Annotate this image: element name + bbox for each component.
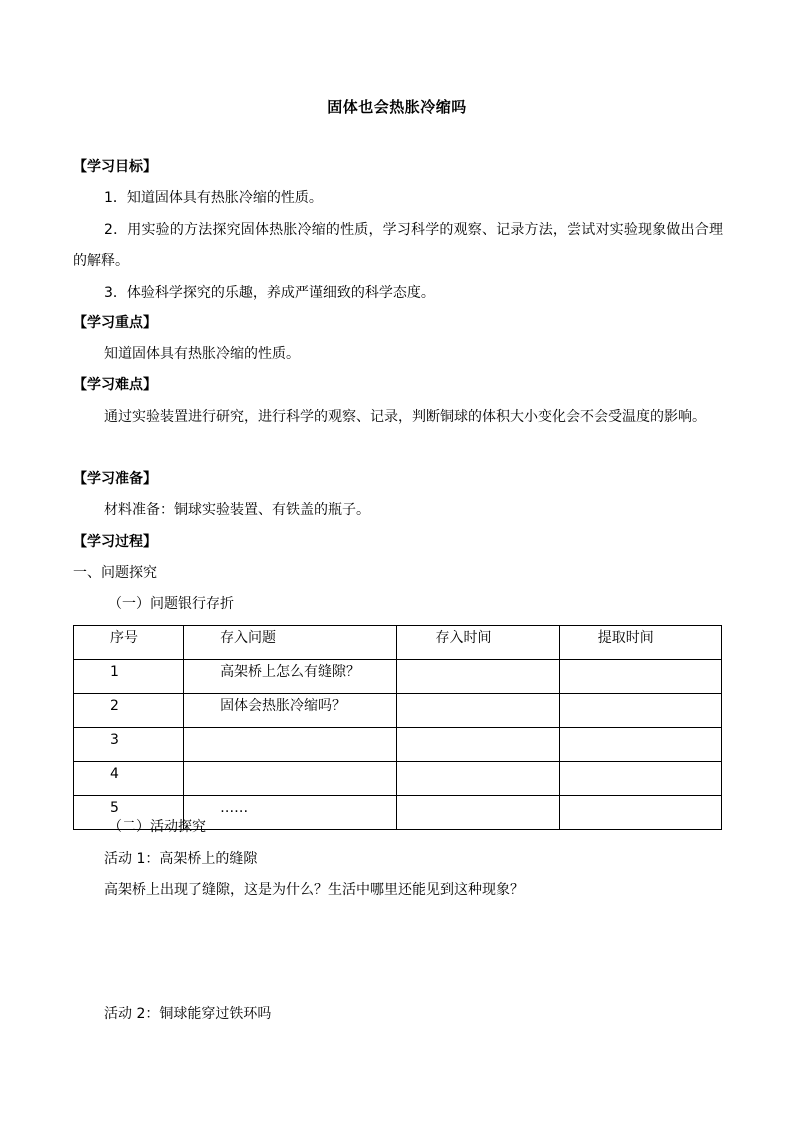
table-cell [559,728,721,762]
table-cell [184,728,397,762]
part1-heading: 一、问题探究 [73,565,157,581]
sub2-heading: （二）活动探究 [108,819,206,835]
table-cell: …… [184,796,397,830]
table-cell [397,728,559,762]
table-cell: 5 [74,796,184,830]
question-bank-table [73,625,722,830]
table-row [74,728,722,762]
prep-text: 材料准备：铜球实验装置、有铁盖的瓶子。 [104,502,370,518]
table-cell [397,694,559,728]
table-cell [559,694,721,728]
table-cell [397,660,559,694]
table-cell [397,796,559,830]
difficulty-heading: 【学习难点】 [73,377,157,393]
key-heading: 【学习重点】 [73,315,157,331]
goals-heading: 【学习目标】 [73,159,157,175]
table-row [74,660,722,694]
table-cell: 4 [74,762,184,796]
document-title: 固体也会热胀冷缩吗 [327,98,467,116]
table-header-row [74,626,722,660]
goal-item-2: 2．用实验的方法探究固体热胀冷缩的性质，学习科学的观察、记录方法，尝试对实验现象做出合理的解释。 [73,222,723,269]
table-cell: 3 [74,728,184,762]
table-cell: 2 [74,694,184,728]
prep-heading: 【学习准备】 [73,471,157,487]
goal-item-1: 1．知道固体具有热胀冷缩的性质。 [104,190,323,206]
sub1-heading: （一）问题银行存折 [108,596,234,612]
table-header-cell: 存入问题 [184,626,397,660]
table-cell [184,762,397,796]
table-header-cell: 存入时间 [397,626,559,660]
table-header-cell: 序号 [74,626,184,660]
table-cell [559,660,721,694]
activity1-title: 活动 1：高架桥上的缝隙 [104,851,258,867]
table-cell: 固体会热胀冷缩吗？ [184,694,397,728]
table-cell [559,762,721,796]
goal-item-3: 3．体验科学探究的乐趣，养成严谨细致的科学态度。 [104,285,435,301]
table-cell [397,762,559,796]
difficulty-text: 通过实验装置进行研究，进行科学的观察、记录，判断铜球的体积大小变化会不会受温度的影响。 [104,409,706,425]
table-cell: 1 [74,660,184,694]
table-row [74,694,722,728]
process-heading: 【学习过程】 [73,534,157,550]
table-cell [559,796,721,830]
table-cell: 高架桥上怎么有缝隙？ [184,660,397,694]
table-header-cell: 提取时间 [559,626,721,660]
activity2-title: 活动 2：铜球能穿过铁环吗 [104,1006,272,1022]
table-row [74,762,722,796]
activity1-question: 高架桥上出现了缝隙，这是为什么？生活中哪里还能见到这种现象？ [104,882,524,898]
key-text: 知道固体具有热胀冷缩的性质。 [104,346,300,362]
